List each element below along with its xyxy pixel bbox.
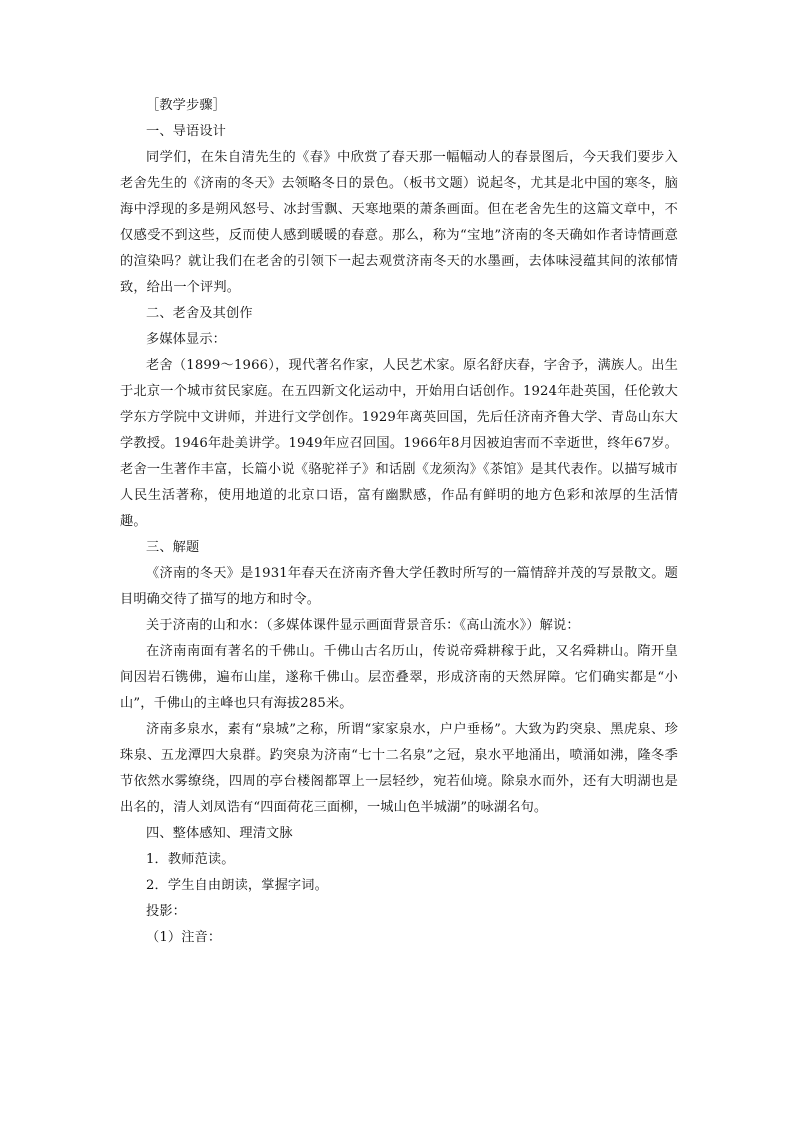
paragraph-author-bio: 老舍（1899～1966），现代著名作家，人民艺术家。原名舒庆春，字舍予，满族人。出生于北京一个城市贫民家庭。在五四新文化运动中，开始用白话创作。1924年赴英国，任伦敦大学东方学院中文讲师，并进行文学创作。1929年离英回国，先后任济南齐鲁大学、青岛山东大学教授。1946年赴美讲学。1949年应召回国。1966年8月因被迫害而不幸逝世，终年67岁。老舍一生著作丰富，长篇小说《骆驼祥子》和话剧《龙须沟》《茶馆》是其代表作。以描写城市人民生活著称，使用地道的北京口语，富有幽默感，作品有鲜明的地方色彩和浓厚的生活情趣。 bbox=[120, 358, 678, 529]
paragraph-title-explanation: 《济南的冬天》是1931年春天在济南齐鲁大学任教时所写的一篇情辞并茂的写景散文。题目明确交待了描写的地方和时令。 bbox=[120, 566, 678, 607]
section-label-teaching-steps: ［教学步骤］ bbox=[146, 98, 227, 113]
paragraph-springs: 济南多泉水，素有“泉城”之称，所谓“家家泉水，户户垂杨”。大致为趵突泉、黑虎泉、珍珠泉、五龙潭四大泉群。趵突泉为济南“七十二名泉”之冠，泉水平地涌出，喷涌如沸，隆冬季节依然水雾缭绕，四周的亭台楼阁都罩上一层轻纱，宛若仙境。除泉水而外，还有大明湖也是出名的，清人刘凤诰有“四面荷花三面柳，一城山色半城湖”的咏湖名句。 bbox=[120, 722, 678, 815]
paragraph-qianfo-mountain: 在济南南面有著名的千佛山。千佛山古名历山，传说帝舜耕稼于此，又名舜耕山。隋开皇间因岩石镌佛，遍布山崖，遂称千佛山。层峦叠翠，形成济南的天然屏障。它们确实都是“小山”，千佛山的主峰也只有海拔285米。 bbox=[120, 644, 678, 711]
paragraph-intro: 同学们，在朱自清先生的《春》中欣赏了春天那一幅幅动人的春景图后，今天我们要步入老舍先生的《济南的冬天》去领略冬日的景色。（板书文题）说起冬，尤其是北中国的寒冬，脑海中浮现的多是朔风怒号、冰封雪飘、天寒地栗的萧条画面。但在老舍先生的这篇文章中，不仅感受不到这些，反而使人感到暖暖的春意。那么，称为“宝地”济南的冬天确如作者诗情画意的渲染吗？就让我们在老舍的引领下一起去观赏济南冬天的水墨画，去体味浸蕴其间的浓郁情致，给出一个评判。 bbox=[120, 150, 678, 295]
document-page bbox=[120, 93, 678, 951]
list-item-teacher-reading: 1．教师范读。 bbox=[146, 852, 235, 867]
section-heading-overall-perception: 四、整体感知、理清文脉 bbox=[146, 826, 293, 841]
paragraph-multimedia-label: 多媒体显示： bbox=[146, 332, 227, 347]
paragraph-mountains-water-label: 关于济南的山和水：（多媒体课件显示画面背景音乐：《高山流水》）解说： bbox=[146, 618, 580, 633]
section-heading-author: 二、老舍及其创作 bbox=[146, 306, 253, 321]
list-item-student-reading: 2．学生自由朗读，掌握字词。 bbox=[146, 878, 328, 893]
section-heading-intro: 一、导语设计 bbox=[146, 124, 227, 139]
section-heading-title-explanation: 三、解题 bbox=[146, 540, 200, 555]
list-item-pronunciation: （1）注音： bbox=[146, 930, 222, 945]
paragraph-projection-label: 投影： bbox=[146, 904, 187, 919]
